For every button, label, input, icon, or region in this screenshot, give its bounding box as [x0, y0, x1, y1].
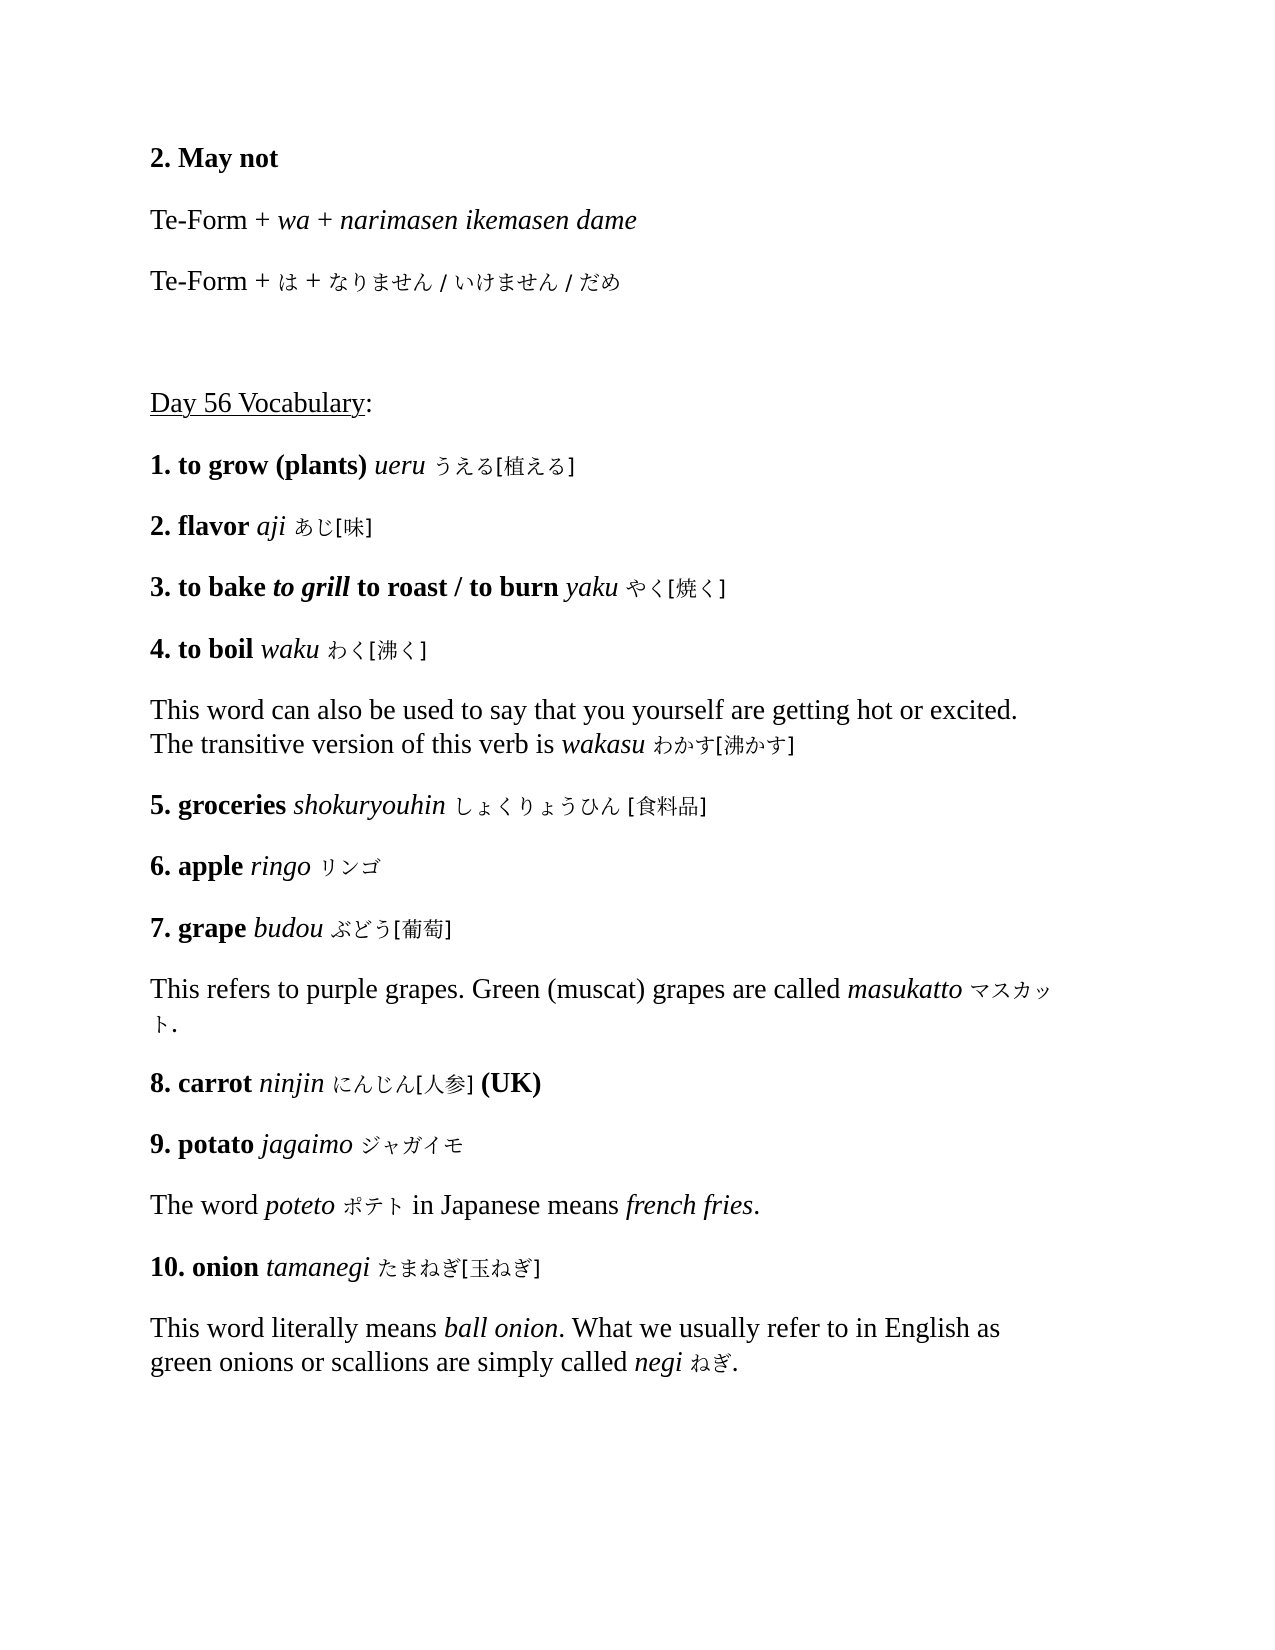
vocab-item	[150, 449, 575, 484]
note-text: The transitive version of this verb is	[150, 729, 562, 760]
vocab-romaji: jagaimo	[261, 1129, 354, 1160]
grammar-endings-romaji: narimasen ikemasen dame	[339, 205, 637, 236]
vocab-item	[150, 850, 381, 885]
note-text: green onions or scallions are simply called	[150, 1347, 635, 1378]
vocab-english: grape	[178, 913, 247, 944]
grammar-prefix: Te-Form +	[150, 205, 278, 236]
note-boil-line1	[150, 694, 1018, 728]
vocab-english: to boil	[178, 634, 254, 665]
vocab-number: 3.	[150, 572, 178, 603]
grammar-prefix: Te-Form +	[150, 266, 278, 297]
note-text: This word literally means	[150, 1313, 444, 1344]
note-romaji: poteto	[265, 1190, 336, 1221]
note-punctuation: .	[753, 1190, 761, 1221]
vocab-kana: しょくりょうひん [食料品]	[452, 795, 707, 819]
vocab-english: to grow (plants)	[178, 450, 368, 481]
vocab-romaji: tamanegi	[265, 1252, 371, 1283]
note-kana: ねぎ	[689, 1352, 732, 1376]
vocab-kana: ぶどう[葡萄]	[330, 918, 452, 942]
note-boil-line2	[150, 728, 795, 763]
note-romaji: masukatto	[847, 974, 963, 1005]
vocab-english: flavor	[178, 511, 250, 542]
note-text: The word	[150, 1190, 266, 1221]
vocab-item	[150, 1251, 541, 1286]
note-grape-line1	[150, 973, 1053, 1008]
note-kana: ポテト	[342, 1195, 406, 1219]
vocab-number: 10.	[150, 1252, 192, 1283]
vocab-kana: わく[沸く]	[326, 639, 427, 663]
vocab-number: 8.	[150, 1068, 178, 1099]
vocab-english: to bake	[178, 572, 273, 603]
vocab-number: 4.	[150, 634, 178, 665]
vocab-romaji: yaku	[565, 572, 619, 603]
vocab-number: 2.	[150, 511, 178, 542]
note-onion-line1	[150, 1312, 1000, 1346]
vocab-kana: あじ[味]	[293, 516, 373, 540]
vocab-title-colon: :	[365, 388, 373, 419]
grammar-kana-line	[150, 265, 621, 300]
vocab-title-text: Day 56 Vocabulary	[150, 388, 366, 419]
vocab-item	[150, 633, 427, 668]
grammar-particle-romaji: wa	[277, 205, 311, 236]
note-text: in Japanese means	[405, 1190, 626, 1221]
note-text: This refers to purple grapes. Green (muscat) grapes are called	[150, 974, 848, 1005]
vocab-region-tag: (UK)	[473, 1068, 542, 1099]
note-kana: わかす[沸かす]	[652, 734, 795, 758]
note-kana: ト	[150, 1013, 171, 1037]
vocab-english: to roast / to burn	[349, 572, 559, 603]
vocab-kana: やく[焼く]	[625, 577, 726, 601]
vocab-item	[150, 1067, 542, 1102]
vocab-number: 1.	[150, 450, 178, 481]
grammar-romaji-line	[150, 204, 637, 238]
vocab-number: 9.	[150, 1129, 178, 1160]
vocab-kana: たまねぎ[玉ねぎ]	[377, 1257, 541, 1281]
vocab-kana: ジャガイモ	[360, 1134, 464, 1158]
note-kana: マスカッ	[969, 979, 1054, 1003]
note-text: This word can also be used to say that you yourself are getting hot or excited.	[150, 695, 1018, 726]
note-emphasis: ball onion	[443, 1313, 559, 1344]
vocab-kana: うえる[植える]	[432, 455, 575, 479]
grammar-plus: +	[298, 266, 329, 297]
vocab-romaji: waku	[260, 634, 320, 665]
grammar-plus: +	[310, 205, 340, 236]
vocab-item	[150, 571, 726, 606]
vocab-romaji: shokuryouhin	[293, 790, 446, 821]
vocab-item	[150, 912, 452, 947]
vocab-kana: リンゴ	[318, 856, 382, 880]
vocab-number: 6.	[150, 851, 178, 882]
note-romaji: wakasu	[561, 729, 646, 760]
note-text: . What we usually refer to in English as	[558, 1313, 1001, 1344]
note-punctuation: .	[171, 1008, 178, 1039]
grammar-endings-kana: なりません / いけません / だめ	[328, 271, 622, 295]
note-grape-line2	[150, 1007, 178, 1042]
vocab-english: carrot	[178, 1068, 253, 1099]
vocab-english: groceries	[178, 790, 287, 821]
grammar-particle-kana: は	[277, 271, 299, 295]
vocab-romaji: aji	[256, 511, 287, 542]
note-onion-line2	[150, 1346, 739, 1381]
vocab-english-emphasis: to grill	[272, 572, 350, 603]
vocab-romaji: ninjin	[259, 1068, 325, 1099]
section-heading-text: 2. May not	[150, 143, 279, 174]
note-punctuation: .	[731, 1347, 739, 1378]
note-potato	[150, 1189, 760, 1224]
vocab-number: 5.	[150, 790, 178, 821]
vocab-romaji: ueru	[374, 450, 426, 481]
vocab-english: potato	[178, 1129, 255, 1160]
vocab-item	[150, 1128, 464, 1163]
vocab-item	[150, 789, 707, 824]
vocab-kana: にんじん[人参]	[331, 1073, 474, 1097]
note-romaji: negi	[634, 1347, 683, 1378]
note-emphasis: french fries	[625, 1190, 754, 1221]
vocab-number: 7.	[150, 913, 178, 944]
vocab-romaji: ringo	[250, 851, 312, 882]
section-heading	[150, 142, 278, 176]
vocab-english: onion	[192, 1252, 259, 1283]
vocab-item	[150, 510, 372, 545]
vocab-romaji: budou	[253, 913, 324, 944]
vocab-english: apple	[178, 851, 244, 882]
vocab-title	[150, 387, 373, 421]
